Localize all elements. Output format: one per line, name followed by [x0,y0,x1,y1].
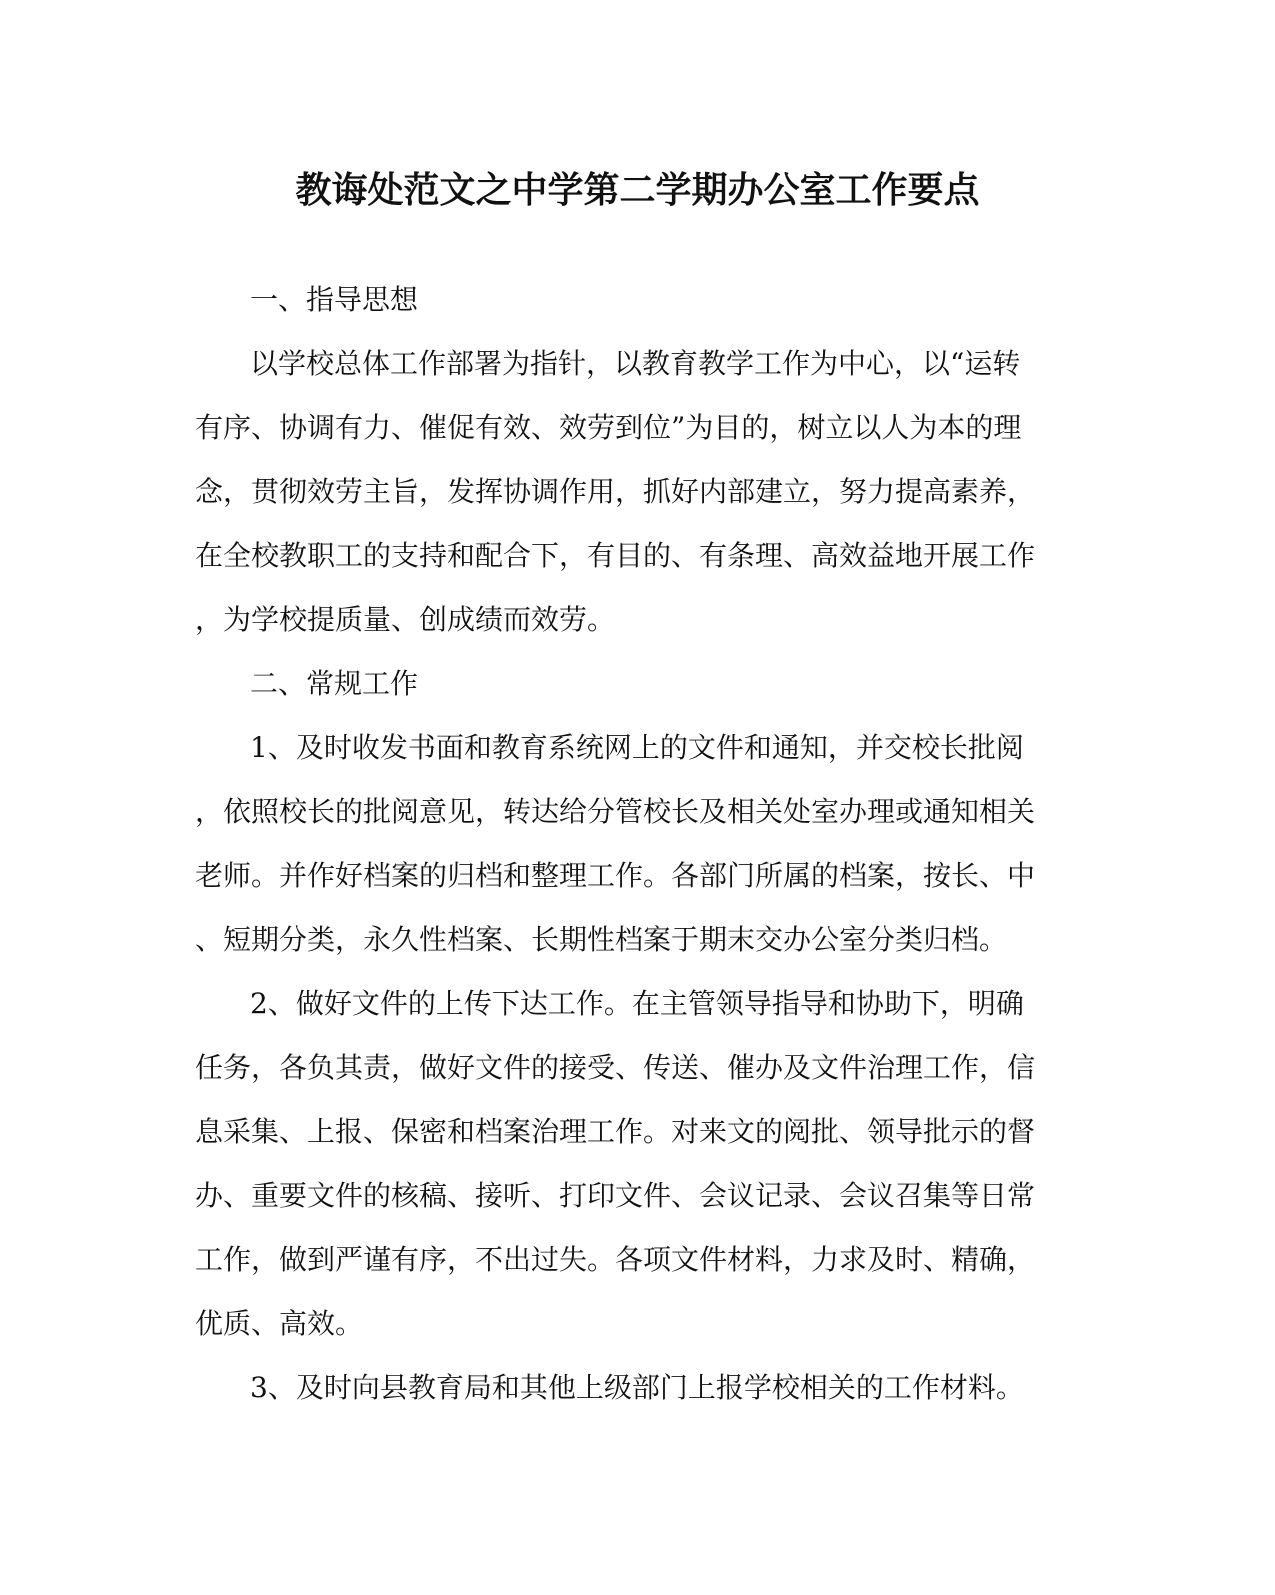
paragraph-line: ，依照校长的批阅意见，转达给分管校长及相关处室办理或通知相关 [195,795,1036,828]
paragraph-line: 老师。并作好档案的归档和整理工作。各部门所属的档案，按长、中 [195,859,1036,892]
paragraph-line: 、短期分类，永久性档案、长期性档案于期末交办公室分类归档。 [195,923,1008,956]
paragraph-line: 优质、高效。 [195,1307,364,1340]
section-heading-routine-work: 二、常规工作 [250,667,419,700]
paragraph-line: 工作，做到严谨有序，不出过失。各项文件材料，力求及时、精确， [195,1243,1036,1276]
paragraph-line: 息采集、上报、保密和档案治理工作。对来文的阅批、领导批示的督 [195,1115,1036,1148]
paragraph-line: 在全校教职工的支持和配合下，有目的、有条理、高效益地开展工作 [195,539,1036,572]
paragraph-line: 以学校总体工作部署为指针，以教育教学工作为中心，以“运转 [250,347,1021,380]
paragraph-line: ，为学校提质量、创成绩而效劳。 [195,603,616,636]
paragraph-line: 办、重要文件的核稿、接听、打印文件、会议记录、会议召集等日常 [195,1179,1036,1212]
paragraph-line: 有序、协调有力、催促有效、效劳到位”为目的，树立以人为本的理 [195,411,1022,444]
paragraph-line: 1、及时收发书面和教育系统网上的文件和通知，并交校长批阅 [250,731,1024,764]
paragraph-line: 3、及时向县教育局和其他上级部门上报学校相关的工作材料。 [250,1371,1024,1404]
section-heading-guiding-thought: 一、指导思想 [250,283,419,316]
paragraph-line: 念，贯彻效劳主旨，发挥协调作用，抓好内部建立，努力提高素养， [195,475,1036,508]
document-title: 教诲处范文之中学第二学期办公室工作要点 [295,169,980,211]
paragraph-line: 任务，各负其责，做好文件的接受、传送、催办及文件治理工作，信 [195,1051,1036,1084]
paragraph-line: 2、做好文件的上传下达工作。在主管领导指导和协助下，明确 [250,987,1024,1020]
